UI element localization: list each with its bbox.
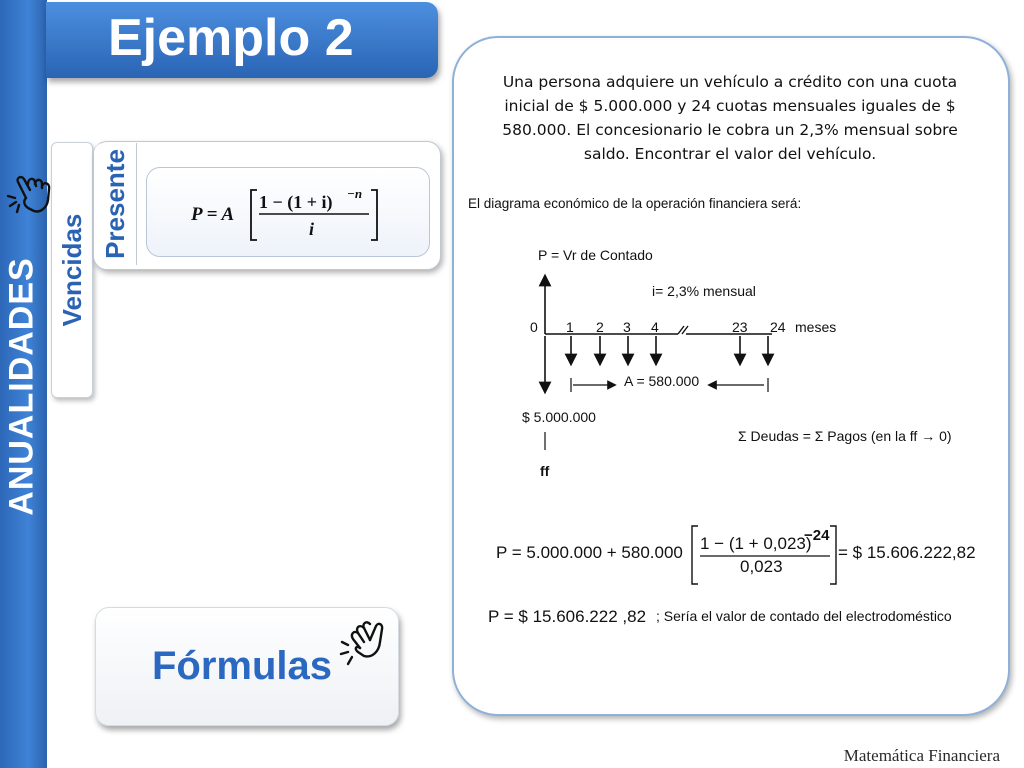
pointing-hand-icon [4, 160, 56, 222]
tab-vencidas[interactable] [51, 142, 93, 398]
equation-exponent: −24 [804, 527, 830, 544]
periods-unit: meses [795, 319, 837, 335]
sidebar-title: ANUALIDADES [2, 257, 41, 516]
problem-statement: Una persona adquiere un vehículo a crédito con una cuota inicial de $ 5.000.000 y 24 cuotas mensuales iguales de $ 580.000. El concesionario le cobra un 2,3% mensual sobre saldo. Encontrar el valor del vehículo. [502, 73, 958, 163]
rate-label: i= 2,3% mensual [652, 283, 756, 299]
period-label: 3 [623, 319, 631, 335]
diagram-intro: El diagrama económico de la operación financiera será: [468, 196, 802, 211]
period-label: 23 [732, 319, 748, 335]
p-label: P = Vr de Contado [538, 247, 653, 263]
period-label: 1 [566, 319, 574, 335]
period-label: 4 [651, 319, 659, 335]
ff-label: ff [540, 463, 550, 479]
period-label: 24 [770, 319, 786, 335]
balance-rule: Σ Deudas = Σ Pagos (en la ff → 0) [738, 428, 952, 444]
sidebar [0, 0, 47, 768]
formula-numerator: 1 − (1 + i) [259, 192, 333, 212]
equation-lhs: P = 5.000.000 + 580.000 [496, 543, 683, 562]
down-payment-label: $ 5.000.000 [522, 409, 596, 425]
equation-result: = $ 15.606.222,82 [838, 543, 976, 562]
present-value-formula [147, 168, 429, 256]
tab-vencidas-label: Vencidas [57, 213, 87, 327]
equation-numerator: 1 − (1 + 0,023) [700, 534, 812, 553]
annuity-label: A = 580.000 [624, 373, 700, 389]
footer-text: Matemática Financiera [843, 746, 1000, 765]
pointing-hand-icon [336, 612, 394, 672]
formula-lhs: P = A [191, 204, 235, 225]
tab-presente[interactable] [94, 143, 137, 265]
final-note: ; Sería el valor de contado del electrodoméstico [656, 608, 952, 624]
cash-flow-diagram [452, 180, 1006, 640]
formula-denominator: i [309, 219, 315, 239]
period-label: 0 [530, 319, 538, 335]
final-value: P = $ 15.606.222 ,82 [488, 607, 647, 626]
tab-presente-label: Presente [100, 149, 130, 259]
equation-denominator: 0,023 [740, 557, 783, 576]
page-title: Ejemplo 2 [108, 9, 354, 67]
formula-exponent: −n [347, 186, 363, 201]
formula-card [146, 167, 430, 257]
period-label: 2 [596, 319, 604, 335]
formulas-button-label: Fórmulas [152, 644, 333, 688]
